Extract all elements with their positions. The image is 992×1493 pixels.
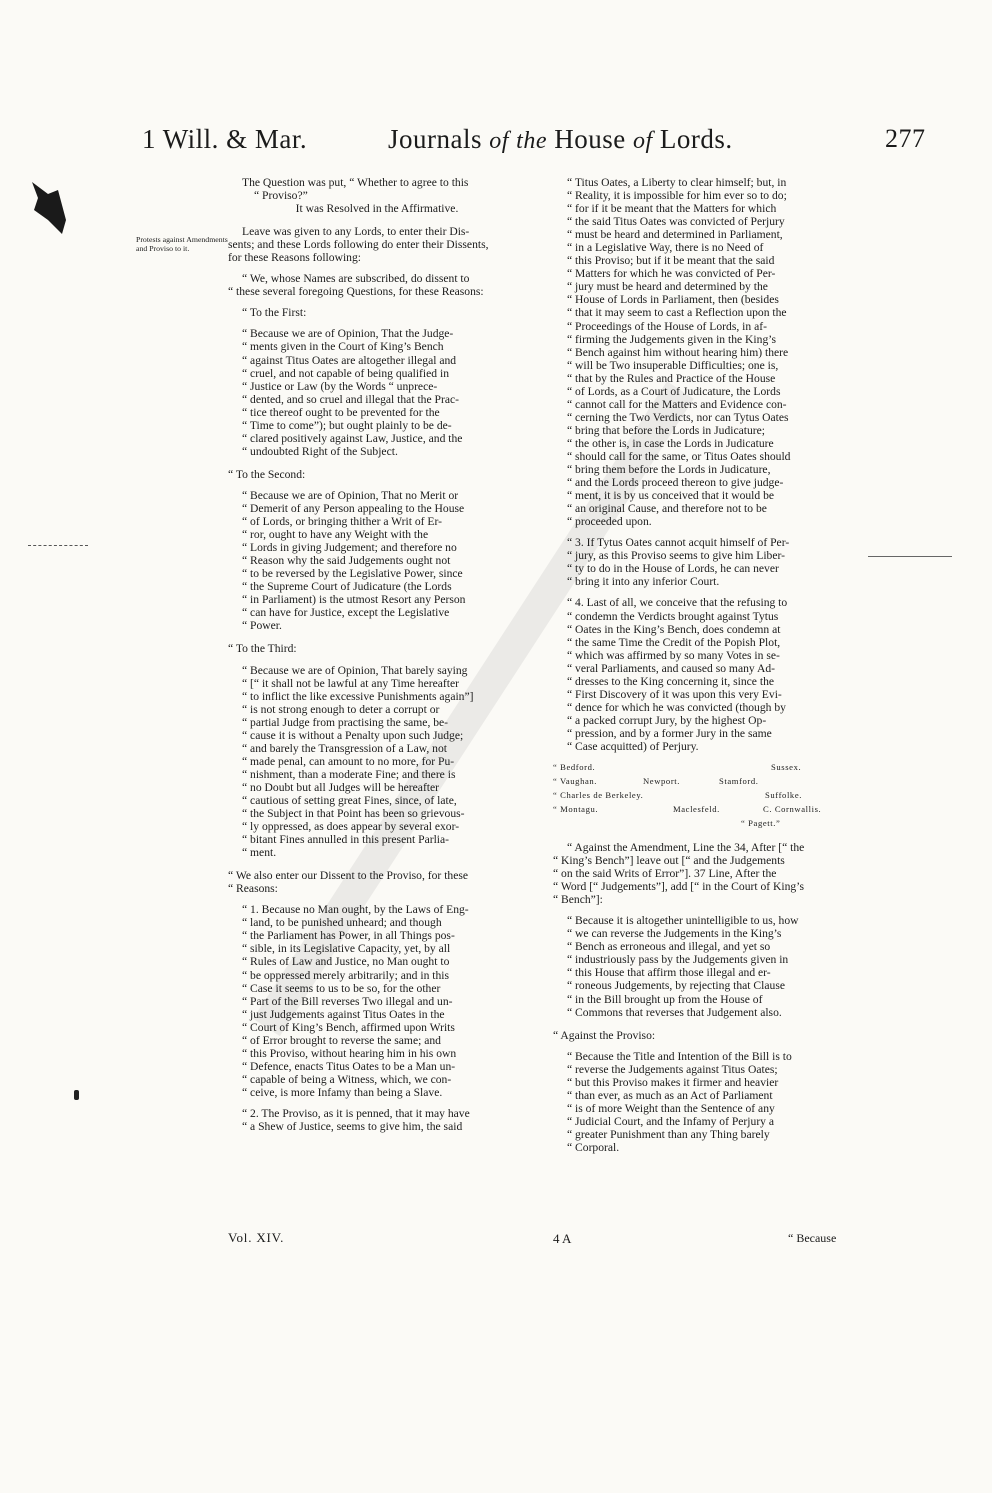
- text-line: “ Because we are of Opinion, That no Merit or: [242, 488, 459, 502]
- text-line: “ just Judgements against Titus Oates in the: [242, 1007, 445, 1021]
- header-word: of: [633, 128, 653, 154]
- text-line: “ partial Judge from practising the same, be-: [242, 715, 449, 729]
- text-line: sents; and these Lords following do enter their Dissents,: [228, 238, 489, 252]
- text-line: “ Lords in giving Judgement; and therefore no: [242, 541, 457, 555]
- margin-note: Protests against Amendments and Proviso to it.: [136, 235, 228, 253]
- text-line: The Question was put, “ Whether to agree to this: [242, 176, 469, 189]
- text-line: “ Because we are of Opinion, That barely saying: [242, 663, 468, 677]
- ink-spot-icon: [74, 1090, 79, 1100]
- text-line: “ We also enter our Dissent to the Proviso, for these: [228, 869, 469, 883]
- text-line: “ Because we are of Opinion, That the Judge-: [242, 327, 454, 341]
- text-line: “ Corporal.: [567, 1141, 620, 1154]
- text-line: “ land, to be punished unheard; and though: [242, 916, 442, 930]
- text-line: “ than ever, as much as an Act of Parliament: [567, 1088, 773, 1102]
- text-line: “ cautious of setting great Fines, since, of late,: [242, 793, 457, 807]
- text-line: “ this House that affirm those illegal and er-: [567, 966, 771, 980]
- text-line: “ cannot call for the Matters and Evidence con-: [567, 397, 787, 411]
- text-line: “ can have for Justice, except the Legislative: [242, 606, 450, 620]
- text-line: “ and barely the Transgression of a Law, not: [242, 741, 447, 755]
- text-line: “ Reality, it is impossible for him ever so to do;: [567, 189, 787, 203]
- text-line: “ Power.: [242, 619, 282, 633]
- text-line: for these Reasons following:: [228, 251, 361, 265]
- text-line: “ Word [“ Judgements”], add [“ in the Court of King’s: [553, 880, 804, 894]
- text-line: “ on the said Writs of Error”]. 37 Line, After the: [553, 867, 777, 881]
- text-line: “ reverse the Judgements against Titus Oates;: [567, 1062, 778, 1076]
- right-column: [553, 176, 851, 1154]
- text-line: “ ty to do in the House of Lords, he can never: [567, 562, 779, 576]
- text-line: “ is of more Weight than the Sentence of any: [567, 1101, 775, 1115]
- text-line: It was Resolved in the Affirmative.: [295, 202, 459, 216]
- margin-mark-left: [28, 545, 88, 546]
- text-line: “ which was affirmed by so many Votes in se-: [567, 648, 780, 662]
- text-line: “ ment, it is by us conceived that it would be: [567, 489, 775, 503]
- text-line: “ bring them before the Lords in Judicature,: [567, 463, 771, 477]
- text-line: “ should call for the same, or Titus Oates should: [567, 449, 791, 463]
- text-line: “ Part of the Bill reverses Two illegal and un-: [242, 994, 453, 1008]
- text-line: “ bring that before the Lords in Judicature;: [567, 423, 765, 437]
- text-line: “ ly oppressed, as does appear by several exor-: [242, 820, 460, 834]
- text-line: “ Reasons:: [228, 882, 278, 896]
- text-line: “ Commons that reverses that Judgement also.: [567, 1005, 782, 1019]
- text-line: “ Because it is altogether unintelligible to us, how: [567, 914, 799, 928]
- text-line: “ capable of being a Witness, which, we con-: [242, 1072, 452, 1086]
- text-line: “ Against the Proviso:: [553, 1028, 656, 1042]
- text-line: “ sible, in its Legislative Capacity, yet, by all: [242, 942, 451, 956]
- text-line: “ this Proviso, without hearing him in his own: [242, 1046, 457, 1060]
- text-line: “ veral Parliaments, and caused so many Ad-: [567, 661, 775, 675]
- text-line: “ and the Lords proceed thereon to give judge-: [567, 476, 784, 490]
- text-line: “ the same Time the Credit of the Popish Plot,: [567, 635, 781, 649]
- text-line: “ To the Second:: [228, 467, 306, 481]
- ink-stain-icon: [28, 180, 68, 234]
- text-line: “ Because the Title and Intention of the Bill is to: [567, 1049, 792, 1063]
- text-line: “ ceive, is more Infamy than being a Slave.: [242, 1085, 443, 1099]
- left-column: [228, 176, 526, 1133]
- text-line: “ Oates in the King’s Bench, does condemn at: [567, 622, 781, 636]
- signature: Suffolke.: [765, 790, 802, 801]
- text-line: “ is not strong enough to deter a corrupt or: [242, 702, 440, 716]
- text-line: “ dented, and so cruel and illegal that the Prac-: [242, 392, 459, 406]
- text-line: “ clared positively against Law, Justice, and the: [242, 431, 463, 445]
- text-line: “ the Subject in that Point has been so grievous-: [242, 807, 465, 821]
- text-line: “ industriously pass by the Judgements given in: [567, 953, 789, 967]
- text-line: “ bring it into any inferior Court.: [567, 575, 720, 589]
- signature: Sussex.: [771, 762, 802, 773]
- text-line: “ Time to come”); but ought plainly to be de-: [242, 418, 452, 432]
- text-line: “ we can reverse the Judgements in the King’s: [567, 927, 782, 941]
- signature: “ Pagett.”: [741, 818, 781, 829]
- text-line: “ ror, ought to have any Weight with the: [242, 528, 429, 542]
- text-line: “ the Supreme Court of Judicature (the Lords: [242, 580, 452, 594]
- text-line: “ must be heard and determined in Parliament,: [567, 228, 783, 242]
- text-line: “ undoubted Right of the Subject.: [242, 444, 398, 458]
- text-line: “ condemn the Verdicts brought against Tytus: [567, 609, 779, 623]
- text-line: “ against Titus Oates are altogether illegal and: [242, 353, 457, 367]
- catchword: “ Because: [788, 1231, 837, 1245]
- text-line: “ First Discovery of it was upon this very Evi-: [567, 687, 782, 701]
- text-line: “ King’s Bench”] leave out [“ and the Judgements: [553, 854, 785, 868]
- text-line: “ made penal, can amount to no more, for Pu-: [242, 754, 455, 768]
- text-line: “ that by the Rules and Practice of the House: [567, 371, 776, 385]
- text-line: “ jury, as this Proviso seems to give him Liber-: [567, 549, 785, 563]
- text-line: “ Matters for which he was convicted of Per-: [567, 267, 776, 281]
- text-line: “ of Lords, as a Court of Judicature, the Lords: [567, 384, 781, 398]
- text-line: “ Proviso?”: [254, 189, 308, 203]
- text-line: “ to be reversed by the Legislative Power, since: [242, 567, 463, 581]
- text-line: “ the other is, in case the Lords in Judicature: [567, 436, 774, 450]
- text-line: “ to inflict the like excessive Punishments again”]: [242, 689, 474, 703]
- text-line: “ these several foregoing Questions, for these Reasons:: [228, 285, 484, 299]
- text-line: “ [“ it shall not be lawful at any Time hereafter: [242, 676, 459, 690]
- text-line: “ Case acquitted) of Perjury.: [567, 739, 699, 753]
- signature-mark: 4 A: [553, 1231, 572, 1246]
- text-line: “ bitant Fines annulled in this present Parlia-: [242, 833, 450, 847]
- signature: “ Montagu.: [553, 804, 599, 815]
- text-line: “ cerning the Two Verdicts, nor can Tytus Oates: [567, 410, 789, 424]
- text-line: “ dresses to the King concerning it, since the: [567, 674, 775, 688]
- text-line: “ will be Two insuperable Difficulties; one is,: [567, 358, 779, 372]
- text-line: “ 2. The Proviso, as it is penned, that it may have: [242, 1107, 470, 1120]
- text-line: “ a packed corrupt Jury, by the highest Op-: [567, 713, 767, 727]
- header-regnal-year: 1 Will. & Mar.: [142, 124, 308, 154]
- text-line: “ of Error brought to reverse the same; and: [242, 1033, 441, 1047]
- signatories: [553, 761, 851, 831]
- text-line: “ Case it seems to us to be so, for the other: [242, 981, 441, 995]
- text-line: “ the Parliament has Power, in all Things pos-: [242, 929, 455, 943]
- text-line: “ Court of King’s Bench, affirmed upon Writs: [242, 1020, 455, 1034]
- text-line: “ Demerit of any Person appealing to the House: [242, 501, 465, 515]
- signature: Stamford.: [719, 776, 759, 787]
- text-line: “ roneous Judgements, by rejecting that Clause: [567, 979, 785, 993]
- text-line: “ 3. If Tytus Oates cannot acquit himself of Per-: [567, 536, 790, 550]
- signature: “ Vaughan.: [553, 776, 598, 787]
- text-line: “ in a Legislative Way, there is no Need of: [567, 241, 764, 255]
- text-line: “ firming the Judgements given in the King’s: [567, 332, 776, 346]
- page-number: 277: [885, 124, 926, 153]
- text-line: “ We, whose Names are subscribed, do dissent to: [242, 272, 470, 286]
- text-line: “ this Proviso; but if it be meant that the said: [567, 254, 775, 268]
- text-line: “ To the First:: [242, 306, 307, 320]
- text-line: “ Judicial Court, and the Infamy of Perjury a: [567, 1114, 775, 1128]
- text-line: “ nishment, than a moderate Fine; and there is: [242, 767, 456, 781]
- header-journal-title: [388, 124, 733, 155]
- text-line: “ in Parliament) is the utmost Resort any Person: [242, 593, 466, 607]
- text-line: “ no Doubt but all Judges will be hereafter: [242, 780, 440, 794]
- text-line: “ jury must be heard and determined by the: [567, 280, 768, 294]
- text-line: “ a Shew of Justice, seems to give him, the said: [242, 1120, 463, 1134]
- text-line: “ an original Cause, and therefore not to be: [567, 502, 767, 516]
- text-line: “ greater Punishment than any Thing barely: [567, 1127, 770, 1141]
- text-line: “ that it may seem to cast a Reflection upon the: [567, 306, 787, 320]
- signature: Maclesfeld.: [673, 804, 720, 815]
- header-word: Journals: [388, 124, 482, 154]
- text-line: “ Defence, enacts Titus Oates to be a Man un-: [242, 1059, 456, 1073]
- text-line: “ proceeded upon.: [567, 515, 652, 529]
- margin-mark-right: [868, 556, 952, 557]
- text-line: “ cause it is without a Penalty upon such Judge;: [242, 728, 464, 742]
- text-line: “ of Lords, or bringing thither a Writ of Er-: [242, 515, 442, 529]
- signature: Newport.: [643, 776, 681, 787]
- text-line: “ Proceedings of the House of Lords, in af-: [567, 319, 767, 333]
- text-line: “ Against the Amendment, Line the 34, After [“ the: [567, 841, 805, 855]
- text-line: “ ment.: [242, 846, 277, 860]
- text-line: “ ments given in the Court of King’s Bench: [242, 340, 444, 354]
- text-line: “ House of Lords in Parliament, then (besides: [567, 293, 779, 307]
- text-line: “ Reason why the said Judgements ought not: [242, 554, 451, 568]
- text-line: “ Titus Oates, a Liberty to clear himself; but, in: [567, 176, 787, 189]
- text-line: “ Bench against him without hearing him) there: [567, 345, 789, 359]
- text-line: “ dence for which he was convicted (though by: [567, 700, 786, 714]
- text-line: “ 1. Because no Man ought, by the Laws of Eng-: [242, 903, 469, 917]
- text-line: “ cruel, and not capable of being qualified in: [242, 366, 449, 380]
- text-line: “ To the Third:: [228, 642, 297, 656]
- text-line: “ Bench”]:: [553, 893, 603, 907]
- text-line: “ Justice or Law (by the Words “ unprece-: [242, 379, 438, 393]
- text-line: “ but this Proviso makes it firmer and heavier: [567, 1075, 779, 1089]
- volume-label: Vol. XIV.: [228, 1230, 285, 1245]
- text-line: “ be oppressed merely arbitrarily; and in this: [242, 968, 450, 982]
- text-line: “ 4. Last of all, we conceive that the refusing to: [567, 596, 788, 610]
- header-word: House: [554, 124, 626, 154]
- header-word: the: [516, 128, 547, 154]
- text-line: “ Bench as erroneous and illegal, and yet so: [567, 940, 771, 954]
- header-word: of: [489, 128, 509, 154]
- text-line: “ in the Bill brought up from the House of: [567, 992, 763, 1006]
- text-line: Leave was given to any Lords, to enter their Dis-: [242, 225, 470, 239]
- header-word: Lords.: [659, 124, 733, 154]
- text-line: “ the said Titus Oates was convicted of Perjury: [567, 215, 785, 229]
- signature: “ Charles de Berkeley.: [553, 790, 644, 801]
- text-line: “ tice thereof ought to be prevented for the: [242, 405, 440, 419]
- text-line: “ for if it be meant that the Matters for which: [567, 202, 777, 216]
- text-line: “ pression, and by a former Jury in the same: [567, 726, 772, 740]
- signature: C. Cornwallis.: [763, 804, 822, 815]
- signature: “ Bedford.: [553, 762, 596, 773]
- text-line: “ Rules of Law and Justice, no Man ought to: [242, 955, 450, 969]
